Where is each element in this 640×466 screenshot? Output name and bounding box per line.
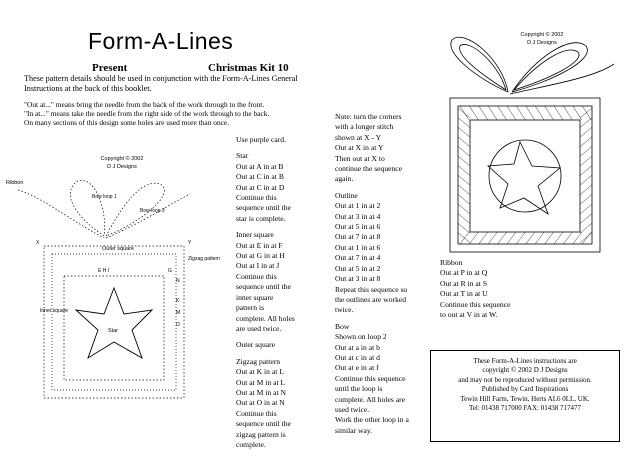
zigzag-stitch	[458, 223, 470, 233]
label-letters-top: E H I	[98, 268, 110, 274]
col1-line: inner square	[236, 292, 274, 302]
left-copyright-line1: Copyright © 2002	[100, 156, 144, 162]
col1-line: Out at M in at N	[236, 387, 286, 397]
col2-line: Bow	[335, 321, 350, 331]
col1-line: Out at O in at N	[236, 398, 285, 408]
bow-loop-1	[70, 180, 104, 236]
zigzag-stitch	[582, 232, 591, 244]
zigzag-stitch	[580, 175, 592, 185]
zigzag-stitch	[580, 214, 592, 224]
col2-line: shown at X - Y	[335, 132, 382, 142]
right-zigzag-lines	[458, 106, 592, 244]
right-ribbon	[510, 64, 614, 94]
zigzag-stitch	[535, 232, 544, 244]
zigzag-stitch	[458, 146, 470, 156]
col2-line: Out at e in at f	[335, 363, 379, 373]
zigzag-stitch	[488, 232, 497, 244]
zigzag-stitch	[580, 156, 592, 166]
col2-line: Continue this sequence	[335, 373, 406, 383]
col2-line: Out at 3 in at 4	[335, 211, 381, 221]
instructions-column-1	[236, 135, 320, 450]
col1-line: Out at K in at L	[236, 367, 284, 377]
label-n: N	[176, 278, 180, 284]
col2-line: continue the sequence	[335, 164, 403, 174]
copyright-box-line: Published by Card Inspirations	[481, 385, 569, 394]
zigzag-stitch	[580, 118, 592, 128]
note-holes: On many sections of this design some holes are used more than once.	[24, 118, 230, 127]
col1-line: Outer square	[236, 340, 276, 350]
copyright-box-line: and may not be reproduced without permission.	[458, 375, 592, 384]
zigzag-stitch	[545, 232, 554, 244]
zigzag-stitch	[554, 106, 563, 120]
col1-line: sequence until the	[236, 282, 291, 292]
col1-line: Out at G in at H	[236, 251, 285, 261]
col3-line: Out at T in at U	[440, 289, 488, 299]
col1-line: Continue this	[236, 193, 277, 203]
col2-line: similar way.	[335, 425, 373, 435]
col2-line: Out at 5 in at 2	[335, 263, 381, 273]
subtitle-present: Present	[92, 62, 128, 74]
instructions-column-2	[335, 112, 427, 436]
zigzag-stitch	[580, 146, 592, 156]
zigzag-stitch	[488, 106, 497, 120]
col2-line: Out at X in at Y	[335, 143, 384, 153]
zigzag-stitch	[580, 137, 592, 147]
label-inner-square: Inner square	[40, 308, 69, 314]
col1-line: Out at C in at D	[236, 182, 285, 192]
zigzag-stitch	[498, 106, 507, 120]
zigzag-stitch	[554, 232, 563, 244]
zigzag-stitch	[498, 232, 507, 244]
zigzag-stitch	[580, 127, 592, 137]
col2-line: the outlines are worked	[335, 294, 407, 304]
zigzag-stitch	[458, 108, 470, 118]
zigzag-stitch	[458, 185, 470, 195]
col3-line: Ribbon	[440, 258, 463, 267]
zigzag-stitch	[458, 233, 470, 243]
right-copyright-line1: Copyright © 2002	[520, 32, 564, 38]
col1-line: complete.	[236, 439, 266, 449]
col2-line: with a longer stitch	[335, 122, 394, 132]
col2-line: Shown on loop 2	[335, 332, 387, 342]
zigzag-stitch	[580, 223, 592, 233]
zigzag-stitch	[458, 127, 470, 137]
col1-line: Out at C in at B	[236, 172, 284, 182]
col1-line: zigzag pattern is	[236, 429, 286, 439]
col3-line: Out at R in at S	[440, 278, 488, 288]
right-zigzag-square	[458, 106, 592, 244]
col1-line: Out at A in at B	[236, 161, 284, 171]
label-x: X	[36, 240, 40, 246]
label-o: O	[176, 322, 180, 328]
col1-line: Use purple card.	[236, 135, 286, 144]
col2-line: Out at 3 in at 8	[335, 274, 381, 284]
col1-line: complete. All holes	[236, 313, 295, 323]
right-copyright-line2: D J Designs	[527, 40, 557, 46]
col3-line: to out at V in at W.	[440, 310, 498, 320]
zigzag-stitch	[479, 106, 488, 120]
col2-line: Repeat this sequence so	[335, 284, 408, 294]
col1-line: Star	[236, 151, 249, 161]
label-bow1: Bow loop 1	[92, 194, 117, 200]
col2-line: Out at 7 in at 8	[335, 232, 381, 242]
zigzag-stitch	[458, 214, 470, 224]
right-bow-loop-2-inner	[514, 50, 579, 90]
copyright-box	[430, 350, 620, 442]
col1-line: sequence until the	[236, 203, 291, 213]
col2-line: Note: turn the corners	[335, 112, 402, 121]
col1-line: Inner square	[236, 230, 274, 240]
right-star	[488, 142, 560, 214]
zigzag-square	[52, 254, 176, 390]
note-out-at: "Out at..." means bring the needle from the back of the work through to the front.	[24, 100, 265, 109]
col2-line: Out at 5 in at 6	[335, 222, 381, 232]
label-star: Star	[108, 328, 119, 334]
col1-line: sequence until the	[236, 419, 291, 429]
notes	[24, 100, 354, 127]
col1-line: Continue this	[236, 408, 277, 418]
col1-line: Continue this	[236, 271, 277, 281]
right-pattern-diagram	[424, 8, 634, 254]
zigzag-stitch	[516, 106, 525, 120]
zigzag-stitch	[469, 232, 478, 244]
label-g: G	[168, 268, 172, 274]
right-bow-loop-1	[451, 37, 508, 92]
col2-line: Out at a in at b	[335, 342, 380, 352]
zigzag-stitch	[563, 106, 572, 120]
zigzag-stitch	[535, 106, 544, 120]
right-inner-square	[470, 120, 580, 232]
zigzag-stitch	[458, 156, 470, 166]
copyright-box-line: copyright © 2002 D J Designs	[482, 366, 568, 375]
zigzag-stitch	[516, 232, 525, 244]
left-copyright-line2: D J Designs	[107, 164, 137, 170]
col1-line: star is complete.	[236, 213, 286, 223]
zigzag-stitch	[458, 194, 470, 204]
copyright-box-line: Tel: 01438 717000 FAX: 01438 717477	[469, 404, 581, 413]
ribbon-line-right	[106, 194, 190, 238]
zigzag-stitch	[479, 232, 488, 244]
page-title: Form-A-Lines	[88, 28, 234, 54]
col2-line: used twice.	[335, 404, 370, 414]
zigzag-stitch	[580, 185, 592, 195]
zigzag-stitch	[469, 106, 478, 120]
col2-line: Out at c in at d	[335, 352, 380, 362]
col1-line: Out at M in at L	[236, 377, 286, 387]
zigzag-stitch	[458, 166, 470, 176]
zigzag-stitch	[580, 194, 592, 204]
zigzag-stitch	[580, 166, 592, 176]
zigzag-stitch	[582, 106, 591, 120]
zigzag-stitch	[526, 232, 535, 244]
label-bow2: Bow loop 2	[140, 208, 165, 214]
label-zigzag: Zigzag pattern	[188, 256, 220, 262]
col2-line: complete. All holes are	[335, 394, 406, 404]
zigzag-stitch	[573, 106, 582, 120]
col1-line: pattern is	[236, 303, 265, 313]
label-k: K	[176, 298, 180, 304]
col2-line: Out at 1 in at 2	[335, 201, 381, 211]
zigzag-stitch	[458, 204, 470, 214]
label-m: M	[176, 310, 181, 316]
instructions-column-3	[440, 258, 550, 320]
star-outline	[76, 288, 152, 358]
label-y: Y	[188, 240, 192, 246]
label-outer-square: Outer square	[102, 246, 135, 252]
col2-line: until the loop is	[335, 384, 383, 394]
zigzag-stitch	[458, 137, 470, 147]
zigzag-stitch	[458, 175, 470, 185]
left-pattern-diagram	[0, 150, 232, 466]
note-in-at: "In at..." means take the needle from the right side of the work through to the back.	[24, 109, 270, 118]
right-outer-square	[450, 98, 600, 252]
zigzag-stitch	[507, 106, 516, 120]
right-bow-loop-2	[512, 43, 587, 92]
zigzag-stitch	[580, 233, 592, 243]
col1-line: Zigzag pattern	[236, 356, 281, 366]
col2-line: Out at 1 in at 6	[335, 242, 381, 252]
col1-line: Out at I in at J	[236, 261, 280, 271]
zigzag-stitch	[580, 204, 592, 214]
intro-text: These pattern details should be used in conjunction with the Form-A-Lines General Instructions at the back of this booklet.	[24, 74, 298, 93]
col1-line: are used twice.	[236, 323, 282, 333]
zigzag-stitch	[526, 106, 535, 120]
zigzag-stitch	[507, 232, 516, 244]
col3-line: Continue this sequence	[440, 299, 511, 309]
zigzag-stitch	[580, 108, 592, 118]
outer-square	[44, 246, 184, 398]
col2-line: Then out at X to	[335, 153, 385, 163]
col3-line: Out at P in at Q	[440, 268, 488, 278]
col2-line: Work the other loop in a	[335, 415, 409, 425]
zigzag-stitch	[545, 106, 554, 120]
col2-line: Outline	[335, 190, 358, 200]
subtitle-kit: Christmas Kit 10	[208, 62, 289, 74]
col2-line: twice.	[335, 305, 354, 315]
col2-line: again.	[335, 174, 354, 184]
zigzag-stitch	[563, 232, 572, 244]
copyright-box-line: These Form-A-Lines instructions are	[473, 357, 577, 365]
label-ribbon: Ribbon	[6, 180, 24, 186]
col2-line: Out at 7 in at 4	[335, 253, 381, 263]
copyright-box-line: Tewin Hill Farm, Tewin, Herts AL6 0LL, UK.	[460, 394, 590, 403]
zigzag-stitch	[460, 106, 469, 120]
col1-line: Out at E in at F	[236, 240, 283, 250]
